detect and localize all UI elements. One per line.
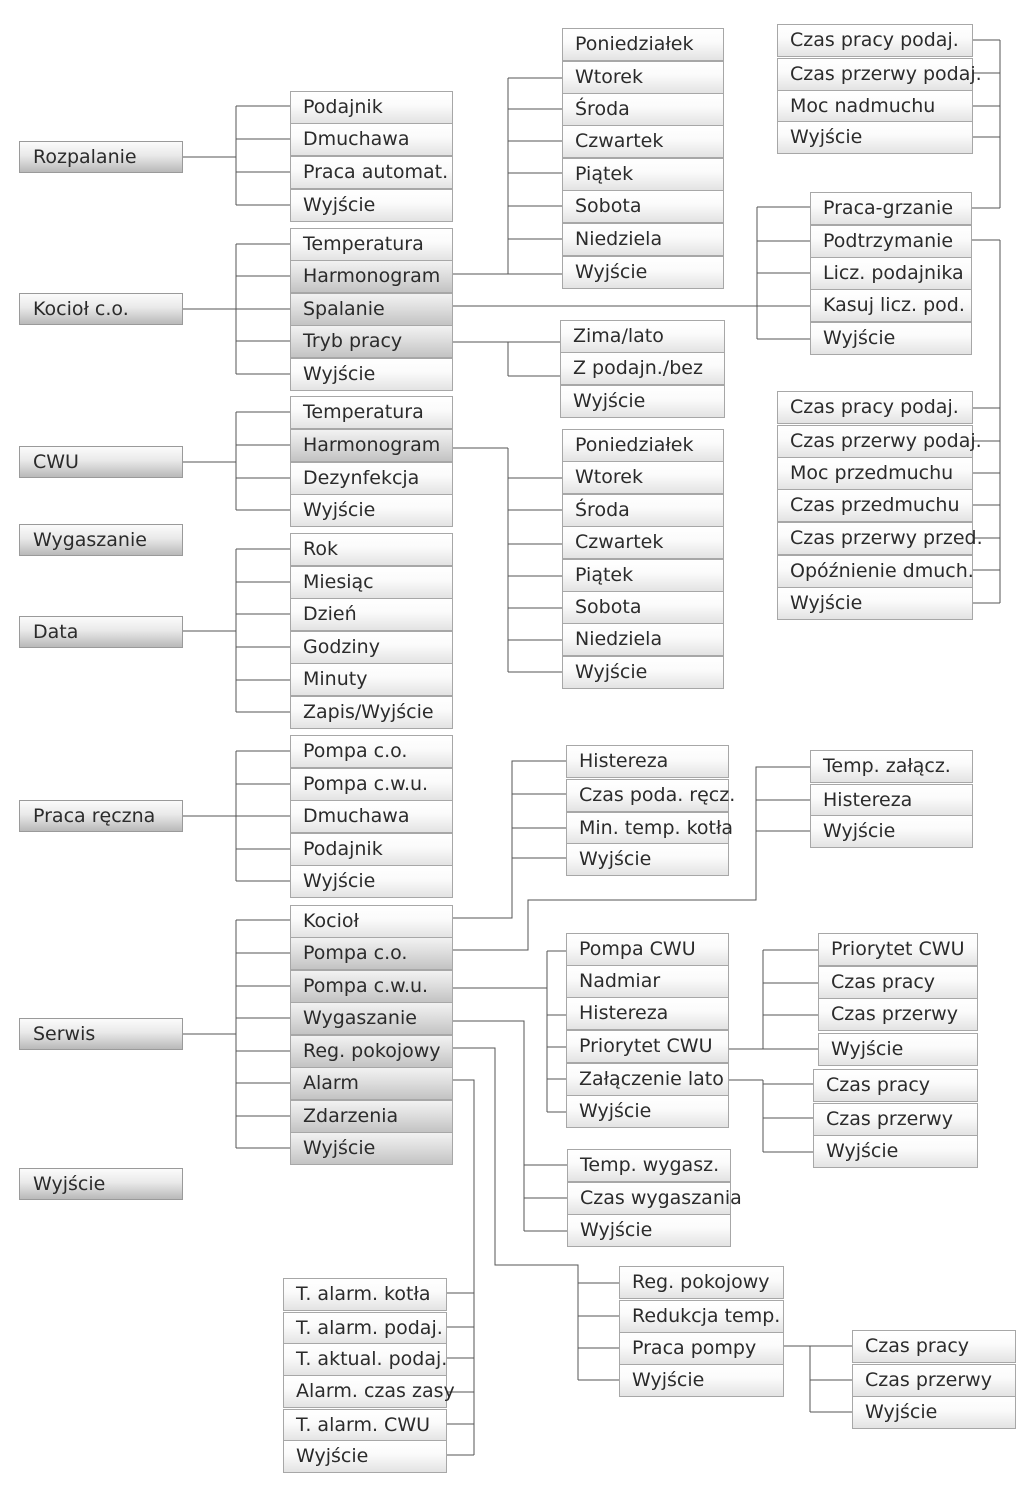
priorytet-cwu-menu-item[interactable]: Priorytet CWU	[818, 933, 978, 966]
reg-pokojowy-menu-item[interactable]: Praca pompy	[619, 1332, 784, 1365]
serwis-pompa-cwu-menu-item[interactable]: Załączenie lato	[566, 1063, 729, 1096]
priorytet-cwu-menu-item[interactable]: Wyjście	[818, 1033, 978, 1066]
serwis-pompa-co-menu-item[interactable]: Wyjście	[810, 815, 973, 848]
praca-pompy-menu-item[interactable]: Czas pracy	[852, 1330, 1016, 1363]
spalanie-menu-item[interactable]: Podtrzymanie	[810, 225, 972, 258]
main-menu-kociol-co[interactable]: Kocioł c.o.	[19, 293, 183, 325]
harmonogram-days-kociol-item[interactable]: Piątek	[562, 158, 724, 191]
harmonogram-days-kociol-item[interactable]: Czwartek	[562, 125, 724, 158]
serwis-pompa-cwu-menu-item[interactable]: Nadmiar	[566, 965, 729, 998]
praca-reczna-menu-item[interactable]: Wyjście	[290, 865, 453, 898]
kociol-menu-item[interactable]: Temperatura	[290, 228, 453, 261]
alarm-menu-item[interactable]: Wyjście	[283, 1440, 447, 1473]
spalanie-menu-item[interactable]: Wyjście	[810, 322, 972, 355]
connector-line	[453, 761, 566, 918]
podtrzymanie-menu-item[interactable]: Czas przedmuchu	[777, 489, 973, 522]
cwu-menu-item[interactable]: Wyjście	[290, 494, 453, 527]
serwis-wygaszanie-menu-item[interactable]: Czas wygaszania	[567, 1182, 731, 1215]
podtrzymanie-menu-item[interactable]: Czas pracy podaj.	[777, 391, 973, 424]
praca-grzanie-menu-item[interactable]: Czas pracy podaj.	[777, 24, 973, 57]
alarm-menu-item[interactable]: T. alarm. podaj.	[283, 1312, 447, 1345]
connector-line	[453, 1048, 578, 1380]
serwis-pompa-cwu-menu-item[interactable]: Pompa CWU	[566, 933, 729, 966]
connector-line	[453, 1021, 524, 1231]
data-menu-item[interactable]: Dzień	[290, 598, 453, 631]
harmonogram-days-cwu-item[interactable]: Piątek	[562, 559, 724, 592]
cwu-menu-item[interactable]: Harmonogram	[290, 429, 453, 462]
data-menu-item[interactable]: Miesiąc	[290, 566, 453, 599]
main-menu-rozpalanie[interactable]: Rozpalanie	[19, 141, 183, 173]
serwis-pompa-cwu-menu-item[interactable]: Histereza	[566, 997, 729, 1030]
harmonogram-days-cwu-item[interactable]: Poniedziałek	[562, 429, 724, 462]
serwis-menu-item[interactable]: Pompa c.w.u.	[290, 970, 453, 1003]
rozpalanie-menu-item[interactable]: Podajnik	[290, 91, 453, 124]
kociol-menu-item[interactable]: Harmonogram	[290, 260, 453, 293]
serwis-menu-item[interactable]: Kocioł	[290, 905, 453, 938]
data-menu-item[interactable]: Minuty	[290, 663, 453, 696]
kociol-menu-item[interactable]: Spalanie	[290, 293, 453, 326]
priorytet-cwu-menu-item[interactable]: Czas pracy	[818, 966, 978, 999]
praca-grzanie-menu-item[interactable]: Czas przerwy podaj.	[777, 58, 973, 91]
spalanie-menu-item[interactable]: Kasuj licz. pod.	[810, 289, 972, 322]
praca-reczna-menu-item[interactable]: Pompa c.w.u.	[290, 768, 453, 801]
praca-pompy-menu-item[interactable]: Wyjście	[852, 1396, 1016, 1429]
serwis-menu-item[interactable]: Alarm	[290, 1067, 453, 1100]
serwis-pompa-cwu-menu-item[interactable]: Wyjście	[566, 1095, 729, 1128]
praca-grzanie-menu-item[interactable]: Moc nadmuchu	[777, 90, 973, 123]
tryb-pracy-menu-item[interactable]: Z podajn./bez	[560, 352, 725, 385]
serwis-pompa-co-menu-item[interactable]: Temp. załącz.	[810, 750, 973, 783]
serwis-pompa-cwu-menu-item[interactable]: Priorytet CWU	[566, 1030, 729, 1063]
tryb-pracy-menu-item[interactable]: Wyjście	[560, 385, 725, 418]
podtrzymanie-menu-item[interactable]: Wyjście	[777, 587, 973, 620]
alarm-menu-item[interactable]: T. aktual. podaj.	[283, 1343, 447, 1376]
harmonogram-days-cwu-item[interactable]: Niedziela	[562, 623, 724, 656]
harmonogram-days-kociol-item[interactable]: Niedziela	[562, 223, 724, 256]
podtrzymanie-menu-item[interactable]: Moc przedmuchu	[777, 457, 973, 490]
data-menu-item[interactable]: Zapis/Wyjście	[290, 696, 453, 729]
alarm-menu-item[interactable]: T. alarm. kotła	[283, 1278, 447, 1311]
harmonogram-days-cwu-item[interactable]: Wtorek	[562, 461, 724, 494]
alarm-menu-item[interactable]: Alarm. czas zasy	[283, 1375, 447, 1408]
harmonogram-days-cwu-item[interactable]: Czwartek	[562, 526, 724, 559]
serwis-wygaszanie-menu-item[interactable]: Wyjście	[567, 1214, 731, 1247]
data-menu-item[interactable]: Godziny	[290, 631, 453, 664]
cwu-menu-item[interactable]: Temperatura	[290, 396, 453, 429]
serwis-pompa-co-menu-item[interactable]: Histereza	[810, 784, 973, 817]
praca-reczna-menu-item[interactable]: Dmuchawa	[290, 800, 453, 833]
serwis-menu-item[interactable]: Wyjście	[290, 1132, 453, 1165]
rozpalanie-menu-item[interactable]: Praca automat.	[290, 156, 453, 189]
harmonogram-days-kociol-item[interactable]: Środa	[562, 93, 724, 126]
serwis-kociol-menu-item[interactable]: Min. temp. kotła	[566, 812, 729, 845]
priorytet-cwu-menu-item[interactable]: Czas przerwy	[818, 998, 978, 1031]
harmonogram-days-kociol-item[interactable]: Wyjście	[562, 256, 724, 289]
serwis-menu-item[interactable]: Reg. pokojowy	[290, 1035, 453, 1068]
spalanie-menu-item[interactable]: Praca-grzanie	[810, 192, 972, 225]
cwu-menu-item[interactable]: Dezynfekcja	[290, 462, 453, 495]
serwis-menu-item[interactable]: Wygaszanie	[290, 1002, 453, 1035]
kociol-menu-item[interactable]: Tryb pracy	[290, 325, 453, 358]
harmonogram-days-kociol-item[interactable]: Poniedziałek	[562, 28, 724, 61]
main-menu-serwis[interactable]: Serwis	[19, 1018, 183, 1050]
alarm-menu-item[interactable]: T. alarm. CWU	[283, 1409, 447, 1442]
data-menu-item[interactable]: Rok	[290, 533, 453, 566]
serwis-kociol-menu-item[interactable]: Histereza	[566, 745, 729, 778]
main-menu-cwu[interactable]: CWU	[19, 446, 183, 478]
harmonogram-days-kociol-item[interactable]: Wtorek	[562, 61, 724, 94]
zalaczenie-lato-menu-item[interactable]: Czas pracy	[813, 1069, 978, 1102]
praca-grzanie-menu-item[interactable]: Wyjście	[777, 121, 973, 154]
harmonogram-days-cwu-item[interactable]: Środa	[562, 494, 724, 527]
reg-pokojowy-menu-item[interactable]: Reg. pokojowy	[619, 1266, 784, 1299]
spalanie-menu-item[interactable]: Licz. podajnika	[810, 257, 972, 290]
praca-reczna-menu-item[interactable]: Podajnik	[290, 833, 453, 866]
podtrzymanie-menu-item[interactable]: Czas przerwy podaj.	[777, 425, 973, 458]
reg-pokojowy-menu-item[interactable]: Redukcja temp.	[619, 1300, 784, 1333]
serwis-kociol-menu-item[interactable]: Czas poda. ręcz.	[566, 779, 729, 812]
serwis-menu-item[interactable]: Pompa c.o.	[290, 937, 453, 970]
harmonogram-days-cwu-item[interactable]: Sobota	[562, 591, 724, 624]
harmonogram-days-kociol-item[interactable]: Sobota	[562, 190, 724, 223]
main-menu-praca-reczna[interactable]: Praca ręczna	[19, 800, 183, 832]
main-menu-wyjscie[interactable]: Wyjście	[19, 1168, 183, 1200]
kociol-menu-item[interactable]: Wyjście	[290, 358, 453, 391]
serwis-kociol-menu-item[interactable]: Wyjście	[566, 843, 729, 876]
serwis-wygaszanie-menu-item[interactable]: Temp. wygasz.	[567, 1149, 731, 1182]
podtrzymanie-menu-item[interactable]: Opóźnienie dmuch.	[777, 555, 973, 588]
zalaczenie-lato-menu-item[interactable]: Wyjście	[813, 1135, 978, 1168]
praca-reczna-menu-item[interactable]: Pompa c.o.	[290, 735, 453, 768]
rozpalanie-menu-item[interactable]: Dmuchawa	[290, 123, 453, 156]
podtrzymanie-menu-item[interactable]: Czas przerwy przed.	[777, 522, 973, 555]
reg-pokojowy-menu-item[interactable]: Wyjście	[619, 1364, 784, 1397]
tryb-pracy-menu-item[interactable]: Zima/lato	[560, 320, 725, 353]
praca-pompy-menu-item[interactable]: Czas przerwy	[852, 1364, 1016, 1397]
serwis-menu-item[interactable]: Zdarzenia	[290, 1100, 453, 1133]
main-menu-data[interactable]: Data	[19, 616, 183, 648]
main-menu-wygaszanie[interactable]: Wygaszanie	[19, 524, 183, 556]
rozpalanie-menu-item[interactable]: Wyjście	[290, 189, 453, 222]
harmonogram-days-cwu-item[interactable]: Wyjście	[562, 656, 724, 689]
connector-line	[453, 1080, 474, 1455]
zalaczenie-lato-menu-item[interactable]: Czas przerwy	[813, 1103, 978, 1136]
